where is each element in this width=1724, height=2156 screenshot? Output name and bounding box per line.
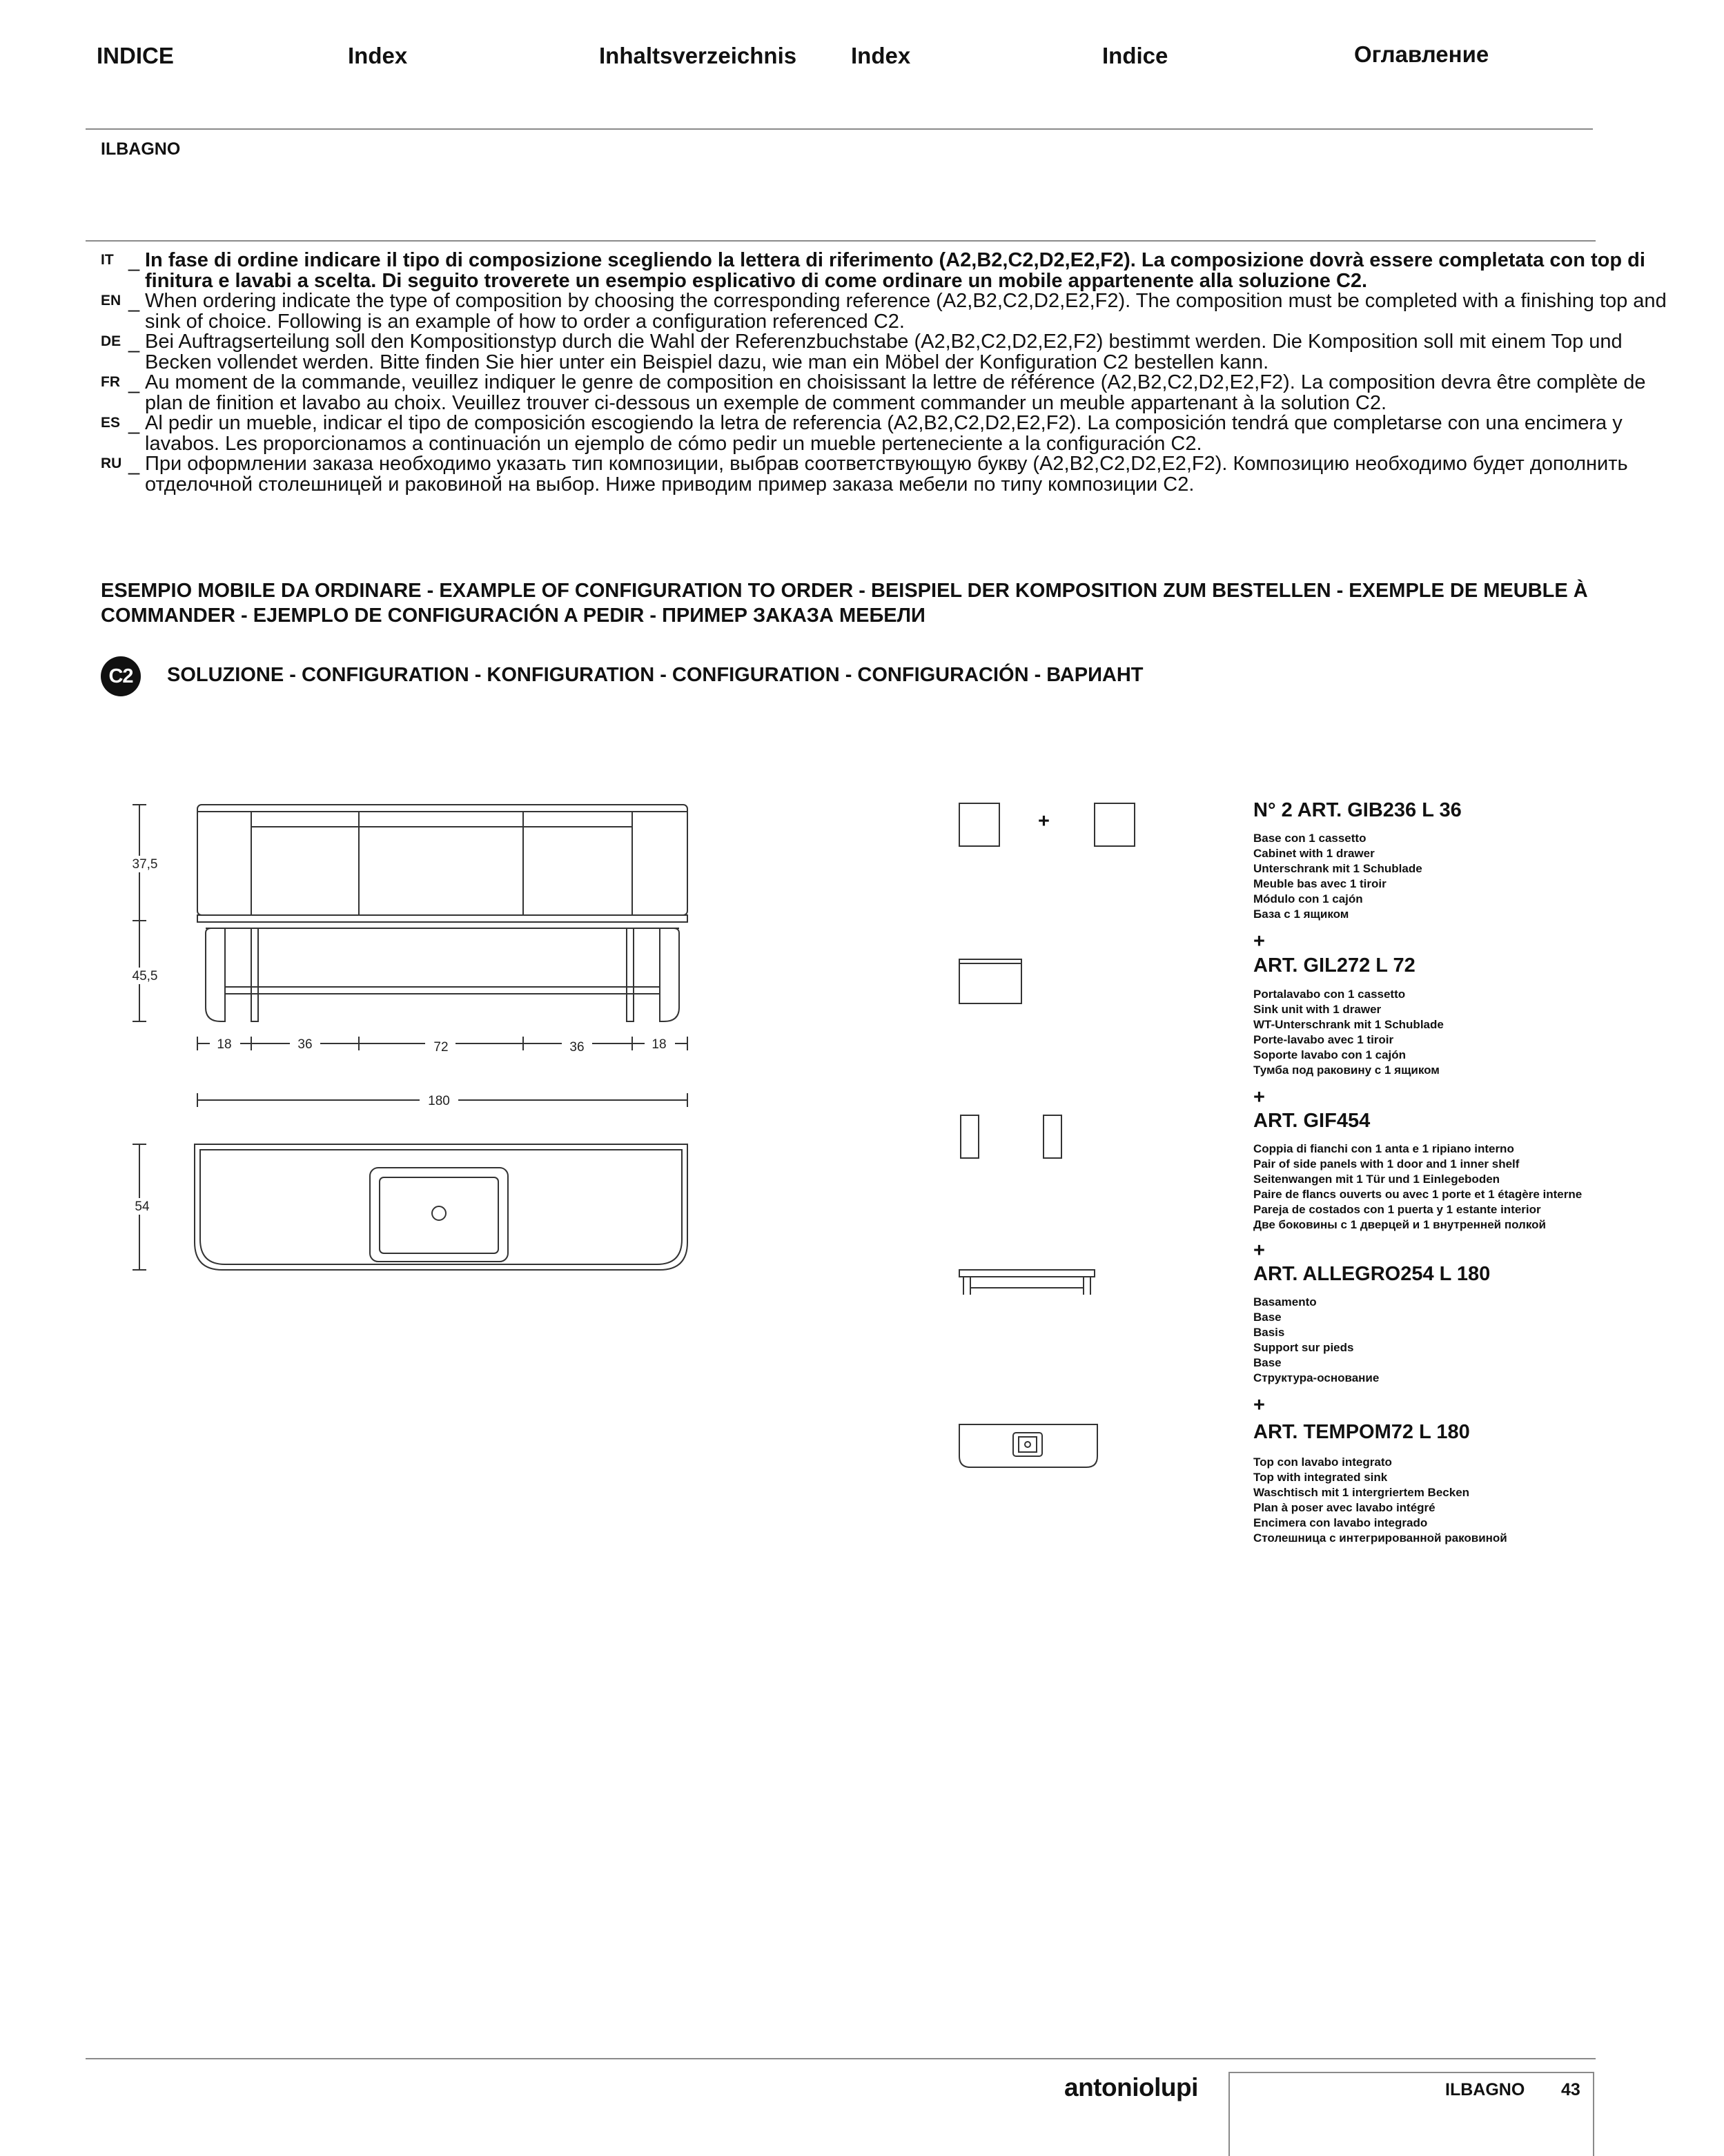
dim-total: 180 bbox=[428, 1094, 450, 1108]
page-number: 43 bbox=[1561, 2080, 1580, 2099]
footer-section: ILBAGNO bbox=[1445, 2080, 1525, 2099]
header-divider bbox=[86, 128, 1593, 130]
leg-right-outer bbox=[660, 928, 679, 1021]
footer-divider bbox=[86, 2058, 1596, 2059]
leg-left-outer bbox=[206, 928, 225, 1021]
desc-line: WT-Unterschrank mit 1 Schublade bbox=[1253, 1018, 1444, 1031]
dim-w2: 36 bbox=[297, 1037, 313, 1052]
lang-code: RU bbox=[101, 455, 122, 471]
instruction-es bbox=[101, 412, 1623, 455]
instruction-de bbox=[101, 331, 1623, 373]
lang-dash: _ bbox=[128, 413, 140, 435]
solution-label: SOLUZIONE - CONFIGURATION - KONFIGURATION - CONFIGURATION - CONFIGURACIÓN - ВАРИАНТ bbox=[167, 664, 1144, 686]
item-gil272-desc bbox=[1253, 987, 1444, 1078]
gif454-icon bbox=[1044, 1115, 1061, 1158]
item-gif454-title: ART. GIF454 bbox=[1253, 1110, 1371, 1132]
instruction-text: При оформлении заказа необходимо указать тип композиции, выбрав соответствующую букву (A2,B2,C2,D2,E2,F2). Композицию необходимо будет дополнить отделочной столешницей и раковиной на выбор. Ниже приводим пример заказа мебели по типу композиции C2. bbox=[145, 453, 1628, 496]
lang-code: FR bbox=[101, 374, 120, 390]
instruction-en bbox=[101, 290, 1667, 333]
lang-dash: _ bbox=[128, 372, 140, 394]
tempom72-icon bbox=[959, 1424, 1097, 1467]
instruction-text: Au moment de la commande, veuillez indiquer le genre de composition en choisissant la lettre de référence (A2,B2,C2,D2,E2,F2). La composition devra être complète de plan de finition et lavabo au choix. Veuillez trouver ci-dessous un exemple de comment commander un meuble appartenant à la solution C2. bbox=[145, 371, 1646, 414]
dim-h-base: 45,5 bbox=[132, 969, 158, 983]
desc-line: Encimera con lavabo integrado bbox=[1253, 1516, 1428, 1529]
header-inhaltsverzeichnis[interactable]: Inhaltsverzeichnis bbox=[599, 43, 797, 68]
instruction-text: Bei Auftragserteilung soll den Kompositionstyp durch die Wahl der Referenzbuchstabe (A2,B2,C2,D2,E2,F2) bestimmt werden. Die Komposition soll mit einem Top und Becken vollendet werden. Bitte finden Sie hier unter ein Beispiel dazu, wie man ein Möbel der Konfiguration C2 bestellen kann. bbox=[145, 331, 1623, 373]
desc-line: Seitenwangen mit 1 Tür und 1 Einlegeboden bbox=[1253, 1173, 1500, 1186]
header-indice[interactable]: INDICE bbox=[97, 43, 174, 68]
plus-separator: + bbox=[1253, 930, 1265, 952]
lang-code: ES bbox=[101, 415, 121, 431]
dim-w4: 36 bbox=[569, 1040, 585, 1055]
lang-dash: _ bbox=[128, 331, 140, 353]
instruction-ru bbox=[101, 453, 1628, 496]
dim-h-top: 37,5 bbox=[132, 857, 158, 872]
lang-code: DE bbox=[101, 333, 121, 349]
brand-logo[interactable]: antoniolupi bbox=[1064, 2073, 1198, 2101]
plus-between-cabinets: + bbox=[1038, 810, 1050, 832]
desc-line: Pair of side panels with 1 door and 1 inner shelf bbox=[1253, 1157, 1520, 1170]
desc-line: Структура-основание bbox=[1253, 1371, 1380, 1384]
desc-line: Base bbox=[1253, 1311, 1282, 1324]
desc-line: Meuble bas avec 1 tiroir bbox=[1253, 877, 1387, 890]
lang-code: EN bbox=[101, 293, 121, 308]
lang-code: IT bbox=[101, 252, 114, 268]
desc-line: Pareja de costados con 1 puerta y 1 estante interior bbox=[1253, 1203, 1541, 1216]
header-index-en[interactable]: Index bbox=[348, 43, 408, 68]
desc-line: Top with integrated sink bbox=[1253, 1471, 1388, 1484]
desc-line: Coppia di fianchi con 1 anta e 1 ripiano interno bbox=[1253, 1142, 1514, 1155]
instruction-text: Al pedir un mueble, indicar el tipo de composición escogiendo la letra de referencia (A2,B2,C2,D2,E2,F2). La composición tendrá que completarse con una encimera y lavabos. Les proporcionamos a continuación un ejemplo de cómo pedir un mueble perteneciente a la configuración C2. bbox=[145, 412, 1623, 455]
desc-line: Portalavabo con 1 cassetto bbox=[1253, 988, 1406, 1001]
allegro254-icon bbox=[959, 1270, 1095, 1277]
lang-dash: _ bbox=[128, 453, 140, 476]
item-tempom72-desc bbox=[1253, 1455, 1507, 1546]
desc-line: Soporte lavabo con 1 cajón bbox=[1253, 1048, 1407, 1061]
top-slab bbox=[197, 915, 687, 922]
item-gil272-title: ART. GIL272 L 72 bbox=[1253, 954, 1416, 977]
desc-line: Porte-lavabo avec 1 tiroir bbox=[1253, 1033, 1394, 1046]
desc-line: Módulo con 1 cajón bbox=[1253, 892, 1363, 905]
instruction-fr bbox=[101, 371, 1646, 414]
lang-dash: _ bbox=[128, 250, 140, 272]
gil272-icon bbox=[959, 959, 1021, 1003]
footer-box bbox=[1228, 2072, 1594, 2156]
dim-w3: 72 bbox=[433, 1040, 449, 1055]
instruction-text: In fase di ordine indicare il tipo di composizione scegliendo la lettera di riferimento (A2,B2,C2,D2,E2,F2). La composizione dovrà essere completata con top di finitura e lavabi a scelta. Di seguito troverete un esempio esplicativo di come ordinare un mobile appartenente alla soluzione C2. bbox=[145, 249, 1645, 292]
desc-line: Столешница с интегрированной раковиной bbox=[1253, 1531, 1507, 1545]
desc-line: Unterschrank mit 1 Schublade bbox=[1253, 862, 1422, 875]
c2-badge: C2 bbox=[101, 656, 141, 696]
desc-line: Base con 1 cassetto bbox=[1253, 832, 1367, 845]
desc-line: Basamento bbox=[1253, 1295, 1317, 1309]
item-gib236-title: N° 2 ART. GIB236 L 36 bbox=[1253, 799, 1462, 821]
desc-line: Две боковины с 1 дверцей и 1 внутренней полкой bbox=[1253, 1218, 1546, 1231]
header-oglavlenie[interactable]: Оглавление bbox=[1354, 41, 1489, 67]
item-gif454-desc bbox=[1253, 1141, 1582, 1233]
cabinet-outline bbox=[197, 805, 687, 915]
gif454-icon bbox=[961, 1115, 979, 1158]
desc-line: Top con lavabo integrato bbox=[1253, 1456, 1392, 1469]
desc-line: Waschtisch mit 1 intergriertem Becken bbox=[1253, 1486, 1470, 1499]
desc-line: Тумба под раковину с 1 ящиком bbox=[1253, 1064, 1440, 1077]
sink-basin bbox=[380, 1177, 498, 1253]
desc-line: Cabinet with 1 drawer bbox=[1253, 847, 1375, 860]
dim-w1: 18 bbox=[217, 1037, 232, 1052]
gib236-icon bbox=[1095, 803, 1135, 846]
desc-line: Paire de flancs ouverts ou avec 1 porte et 1 étagère interne bbox=[1253, 1188, 1583, 1201]
dim-depth: 54 bbox=[135, 1199, 150, 1214]
drain-icon bbox=[432, 1206, 446, 1220]
plus-separator: + bbox=[1253, 1239, 1265, 1262]
plus-separator: + bbox=[1253, 1086, 1265, 1108]
desc-line: Support sur pieds bbox=[1253, 1341, 1354, 1354]
lang-dash: _ bbox=[128, 291, 140, 313]
instruction-text: When ordering indicate the type of composition by choosing the corresponding reference (A2,B2,C2,D2,E2,F2). The composition must be completed with a finishing top and sink of choice. Following is an example of how to order a configuration referenced C2. bbox=[145, 290, 1667, 333]
leg-right-inner bbox=[627, 928, 634, 1021]
header-indice-es[interactable]: Indice bbox=[1102, 43, 1168, 68]
example-title: ESEMPIO MOBILE DA ORDINARE - EXAMPLE OF CONFIGURATION TO ORDER - BEISPIEL DER KOMPOSITION ZUM BESTELLEN - EXEMPLE DE MEUBLE À COMMANDER - EJEMPLO DE CONFIGURACIÓN A PEDIR - ПРИМЕР ЗАКАЗА МЕБЕЛИ bbox=[101, 580, 1588, 627]
desc-line: База с 1 ящиком bbox=[1253, 908, 1349, 921]
item-tempom72-title: ART. TEMPOM72 L 180 bbox=[1253, 1421, 1470, 1443]
item-icons bbox=[952, 801, 1159, 1477]
item-gib236-desc bbox=[1253, 831, 1422, 922]
section-label: ILBAGNO bbox=[101, 139, 181, 159]
elevation-drawing bbox=[117, 787, 711, 1284]
dim-w5: 18 bbox=[652, 1037, 667, 1052]
desc-line: Base bbox=[1253, 1356, 1282, 1369]
leg-left-inner bbox=[251, 928, 258, 1021]
plus-separator: + bbox=[1253, 1394, 1265, 1416]
item-allegro254-desc bbox=[1253, 1295, 1379, 1386]
item-allegro254-title: ART. ALLEGRO254 L 180 bbox=[1253, 1263, 1491, 1285]
instruction-it bbox=[101, 249, 1645, 292]
section-divider bbox=[86, 240, 1596, 242]
gib236-icon bbox=[959, 803, 999, 846]
desc-line: Sink unit with 1 drawer bbox=[1253, 1003, 1382, 1016]
desc-line: Plan à poser avec lavabo intégré bbox=[1253, 1501, 1436, 1514]
header-index-fr[interactable]: Index bbox=[851, 43, 911, 68]
desc-line: Basis bbox=[1253, 1326, 1285, 1339]
sink-outer bbox=[370, 1168, 508, 1262]
